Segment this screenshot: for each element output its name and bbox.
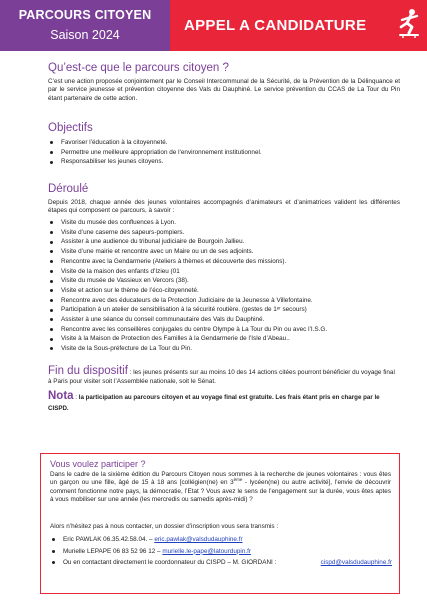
- skater-icon: [396, 8, 422, 38]
- bullet-icon: [50, 328, 53, 331]
- email-link[interactable]: murielle.le-pape@latourdupin.fr: [162, 547, 251, 555]
- objectives-list: [48, 138, 262, 167]
- list-item: Visite de la Sous-préfecture de La Tour du Pin.: [48, 344, 327, 354]
- list-item: Visite du musée de Vassieux en Vercors (38).: [48, 276, 327, 286]
- header-program-banner: [0, 0, 170, 51]
- list-item: Favoriser l’éducation à la citoyenneté.: [48, 138, 262, 148]
- bullet-icon: [50, 299, 53, 302]
- list-item: Participation à un atelier de sensibilisation à la sécurité routière. (gestes de 1ᵉʳ secours): [48, 305, 327, 315]
- bullet-icon: [52, 538, 55, 541]
- nota-paragraph: [48, 391, 393, 414]
- nota-title: Nota: [48, 390, 74, 402]
- bullet-icon: [50, 260, 53, 263]
- bullet-icon: [52, 550, 55, 553]
- participate-box: [40, 453, 400, 594]
- nota-text: la participation au parcours citoyen et au voyage final est gratuite. Les frais étant pris en charge par le CISPD.: [48, 394, 380, 412]
- list-item: Rencontre avec la Gendarmerie (Ateliers à thèmes et découverte des missions).: [48, 257, 327, 267]
- section-title-fin: Fin du dispositif: [48, 365, 128, 377]
- deroule-intro: Depuis 2018, chaque année des jeunes volontaires accompagnés d’animateurs et d’animatrices valident les différentes étapes qui composent ce parcours, à savoir :: [48, 199, 400, 215]
- list-item: Visite et action sur le thème de l’éco-citoyenneté.: [48, 286, 327, 296]
- section-title-deroule: Déroulé: [48, 183, 89, 195]
- contact-item: Murielle LEPAPE 06 83 52 96 12 – murielle.le-pape@latourdupin.fr: [50, 546, 395, 558]
- bullet-icon: [50, 161, 53, 164]
- nota-sep: :: [73, 394, 79, 401]
- list-item: Assister à une séance du conseil communautaire des Vals du Dauphiné.: [48, 315, 327, 325]
- bullet-icon: [50, 347, 53, 350]
- list-item: Responsabiliser les jeunes citoyens.: [48, 157, 262, 167]
- participate-paragraph: Dans le cadre de la sixième édition du Parcours Citoyen nous sommes à la recherche de jeunes volontaires : vous êtes un garçon ou une fille, âgé de 15 à 18 ans [collégien(ne) en 3ème - lycéen(ne) ou autre activité], l’envie de découvrir comment fonctionne notre pays, la démocratie, l’Etat ? Vous avez le sens de l’engagement sur la durée, vous êtes aptes à vous mobiliser sur une année (les mercredis ou samedis après-midi) ?: [50, 471, 392, 504]
- bullet-icon: [50, 241, 53, 244]
- deroule-list: [48, 218, 327, 354]
- bullet-icon: [50, 250, 53, 253]
- section-title-what: Qu’est-ce que le parcours citoyen ?: [48, 62, 229, 74]
- call-title: APPEL A CANDIDATURE: [184, 17, 367, 34]
- list-item: Visite d’une caserne des sapeurs-pompiers.: [48, 228, 327, 238]
- email-link[interactable]: eric.pawlak@valsdudauphine.fr: [154, 536, 243, 543]
- bullet-icon: [52, 561, 55, 564]
- bullet-icon: [50, 141, 53, 144]
- bullet-icon: [50, 270, 53, 273]
- list-item: Assister à une audience du tribunal judiciaire de Bourgoin Jallieu.: [48, 237, 327, 247]
- list-item: Visite de la maison des enfants d’Izieu (01: [48, 267, 327, 277]
- list-item: Rencontre avec les conseillères conjugales du centre Olympe à La Tour du Pin ou avec l’I.S.G.: [48, 325, 327, 335]
- list-item: Visite d’une mairie et rencontre avec un Maire ou un de ses adjoints.: [48, 247, 327, 257]
- bullet-icon: [50, 318, 53, 321]
- bullet-icon: [50, 289, 53, 292]
- list-item: Visite à la Maison de Protection des Familles à la Gendarmerie de l’Isle d’Abeau..: [48, 334, 327, 344]
- fin-paragraph: [48, 367, 400, 386]
- bullet-icon: [50, 231, 53, 234]
- list-item: Permettre une meilleure appropriation de l’environnement institutionnel.: [48, 148, 262, 158]
- season-label: Saison 2024: [50, 28, 120, 42]
- fin-text: : les jeunes présents sur au moins 10 des 14 actions citées pourront bénéficier du voyage final à Paris pour visiter soit l’Assemblée nationale, soit le Sénat.: [48, 369, 395, 385]
- program-title: PARCOURS CITOYEN: [18, 8, 152, 22]
- bullet-icon: [50, 338, 53, 341]
- bullet-icon: [50, 309, 53, 312]
- header-call-banner: [170, 0, 427, 51]
- section-title-objectives: Objectifs: [48, 122, 93, 134]
- bullet-icon: [50, 221, 53, 224]
- contact-item: Ou en contactant directement le coordonnateur du CISPD – M. GIORDANI : cispd@valsdudauphine.fr: [50, 557, 395, 569]
- bullet-icon: [50, 280, 53, 283]
- contact-intro: Alors n’hésitez pas à nous contacter, un dossier d’inscription vous sera transmis :: [50, 523, 279, 530]
- bullet-icon: [50, 151, 53, 154]
- participate-title: Vous voulez participer ?: [50, 459, 146, 469]
- what-paragraph: C’est une action proposée conjointement par le Conseil Intercommunal de la Sécurité, de la Prévention de la Délinquance et par le service jeunesse et prévention citoyenne des Vals du Dauphiné. Le service prévention du CCAS de La Tour du Pin étant partenaire de cette action.: [48, 78, 400, 102]
- contacts-list: [50, 534, 395, 569]
- contact-item: Eric PAWLAK 06.35.42.58.04. – eric.pawlak@valsdudauphine.fr: [50, 534, 395, 546]
- list-item: Visite du musée des confluences à Lyon.: [48, 218, 327, 228]
- list-item: Rencontre avec des éducateurs de la Protection Judiciaire de la Jeunesse à Villefontaine.: [48, 296, 327, 306]
- email-link[interactable]: cispd@valsdudauphine.fr: [320, 559, 392, 567]
